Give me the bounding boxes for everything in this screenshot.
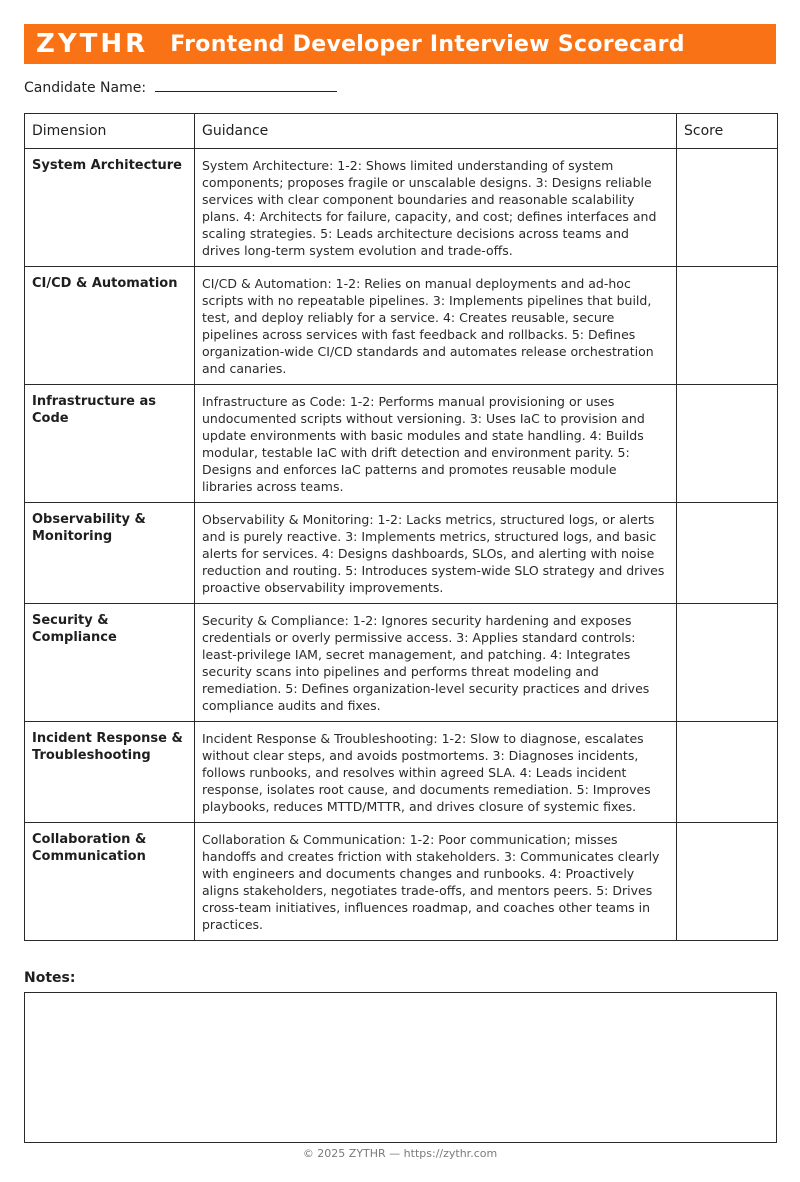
dimension-cell: Observability & Monitoring: [25, 503, 195, 604]
guidance-cell: Observability & Monitoring: 1-2: Lacks metrics, structured logs, or alerts and is purely reactive. 3: Implements metrics, structured logs, and basic alerts for services. 4: Designs dashboards, SLOs, and alerting with noise reduction and routing. 5: Introduces system-wide SLO strategy and drives proactive observability improvements.: [195, 503, 677, 604]
table-row: [25, 503, 778, 604]
table-row: [25, 385, 778, 503]
scorecard-table: [24, 113, 778, 941]
score-cell[interactable]: [677, 604, 778, 722]
guidance-cell: Incident Response & Troubleshooting: 1-2: Slow to diagnose, escalates without clear steps, and avoids postmortems. 3: Diagnoses incidents, follows runbooks, and resolves within agreed SLA. 4: Leads incident response, isolates root cause, and documents remediation. 5: Improves playbooks, reduces MTTD/MTTR, and drives closure of systemic fixes.: [195, 722, 677, 823]
dimension-cell: Infrastructure as Code: [25, 385, 195, 503]
notes-label: Notes:: [24, 970, 76, 986]
score-cell[interactable]: [677, 267, 778, 385]
candidate-name-row: [24, 77, 337, 96]
notes-box[interactable]: [24, 992, 777, 1143]
header-bar: [24, 24, 776, 64]
score-cell[interactable]: [677, 722, 778, 823]
dimension-cell: Security & Compliance: [25, 604, 195, 722]
candidate-name-field[interactable]: [155, 77, 337, 92]
page-title: Frontend Developer Interview Scorecard: [170, 31, 685, 57]
dimension-cell: Collaboration & Communication: [25, 823, 195, 941]
table-header-row: [25, 114, 778, 149]
table-row: [25, 149, 778, 267]
guidance-cell: Infrastructure as Code: 1-2: Performs manual provisioning or uses undocumented scripts without versioning. 3: Uses IaC to provision and update environments with basic modules and state handling. 4: Builds modular, testable IaC with drift detection and environment parity. 5: Designs and enforces IaC patterns and promotes reusable module libraries across teams.: [195, 385, 677, 503]
score-cell[interactable]: [677, 823, 778, 941]
dimension-cell: System Architecture: [25, 149, 195, 267]
guidance-cell: System Architecture: 1-2: Shows limited understanding of system components; proposes fragile or unscalable designs. 3: Designs reliable services with clear component boundaries and reasonable scalability plans. 4: Architects for failure, capacity, and cost; defines interfaces and scaling strategies. 5: Leads architecture decisions across teams and drives long-term system evolution and trade-offs.: [195, 149, 677, 267]
guidance-cell: CI/CD & Automation: 1-2: Relies on manual deployments and ad-hoc scripts with no repeatable pipelines. 3: Implements pipelines that build, test, and deploy reliably for a service. 4: Creates reusable, secure pipelines across services with fast feedback and rollbacks. 5: Defines organization-wide CI/CD standards and automates release orchestration and canaries.: [195, 267, 677, 385]
dimension-cell: CI/CD & Automation: [25, 267, 195, 385]
column-header-dimension: Dimension: [25, 114, 195, 149]
table-row: [25, 722, 778, 823]
score-cell[interactable]: [677, 149, 778, 267]
table-row: [25, 604, 778, 722]
table-row: [25, 823, 778, 941]
table-row: [25, 267, 778, 385]
guidance-cell: Security & Compliance: 1-2: Ignores security hardening and exposes credentials or overly permissive access. 3: Applies standard controls: least-privilege IAM, secret management, and patching. 4: Integrates security scans into pipelines and performs threat modeling and remediation. 5: Defines organization-level security practices and drives compliance audits and fixes.: [195, 604, 677, 722]
footer-text: © 2025 ZYTHR — https://zythr.com: [302, 1147, 498, 1160]
score-cell[interactable]: [677, 503, 778, 604]
brand-logo: ZYTHR: [36, 29, 149, 59]
dimension-cell: Incident Response & Troubleshooting: [25, 722, 195, 823]
guidance-cell: Collaboration & Communication: 1-2: Poor communication; misses handoffs and creates friction with stakeholders. 3: Communicates clearly with engineers and documents changes and runbooks. 4: Proactively aligns stakeholders, negotiates trade-offs, and mentors peers. 5: Drives cross-team initiatives, influences roadmap, and coaches other teams in practices.: [195, 823, 677, 941]
score-cell[interactable]: [677, 385, 778, 503]
column-header-score: Score: [677, 114, 778, 149]
candidate-name-label: Candidate Name:: [24, 80, 147, 96]
column-header-guidance: Guidance: [195, 114, 677, 149]
